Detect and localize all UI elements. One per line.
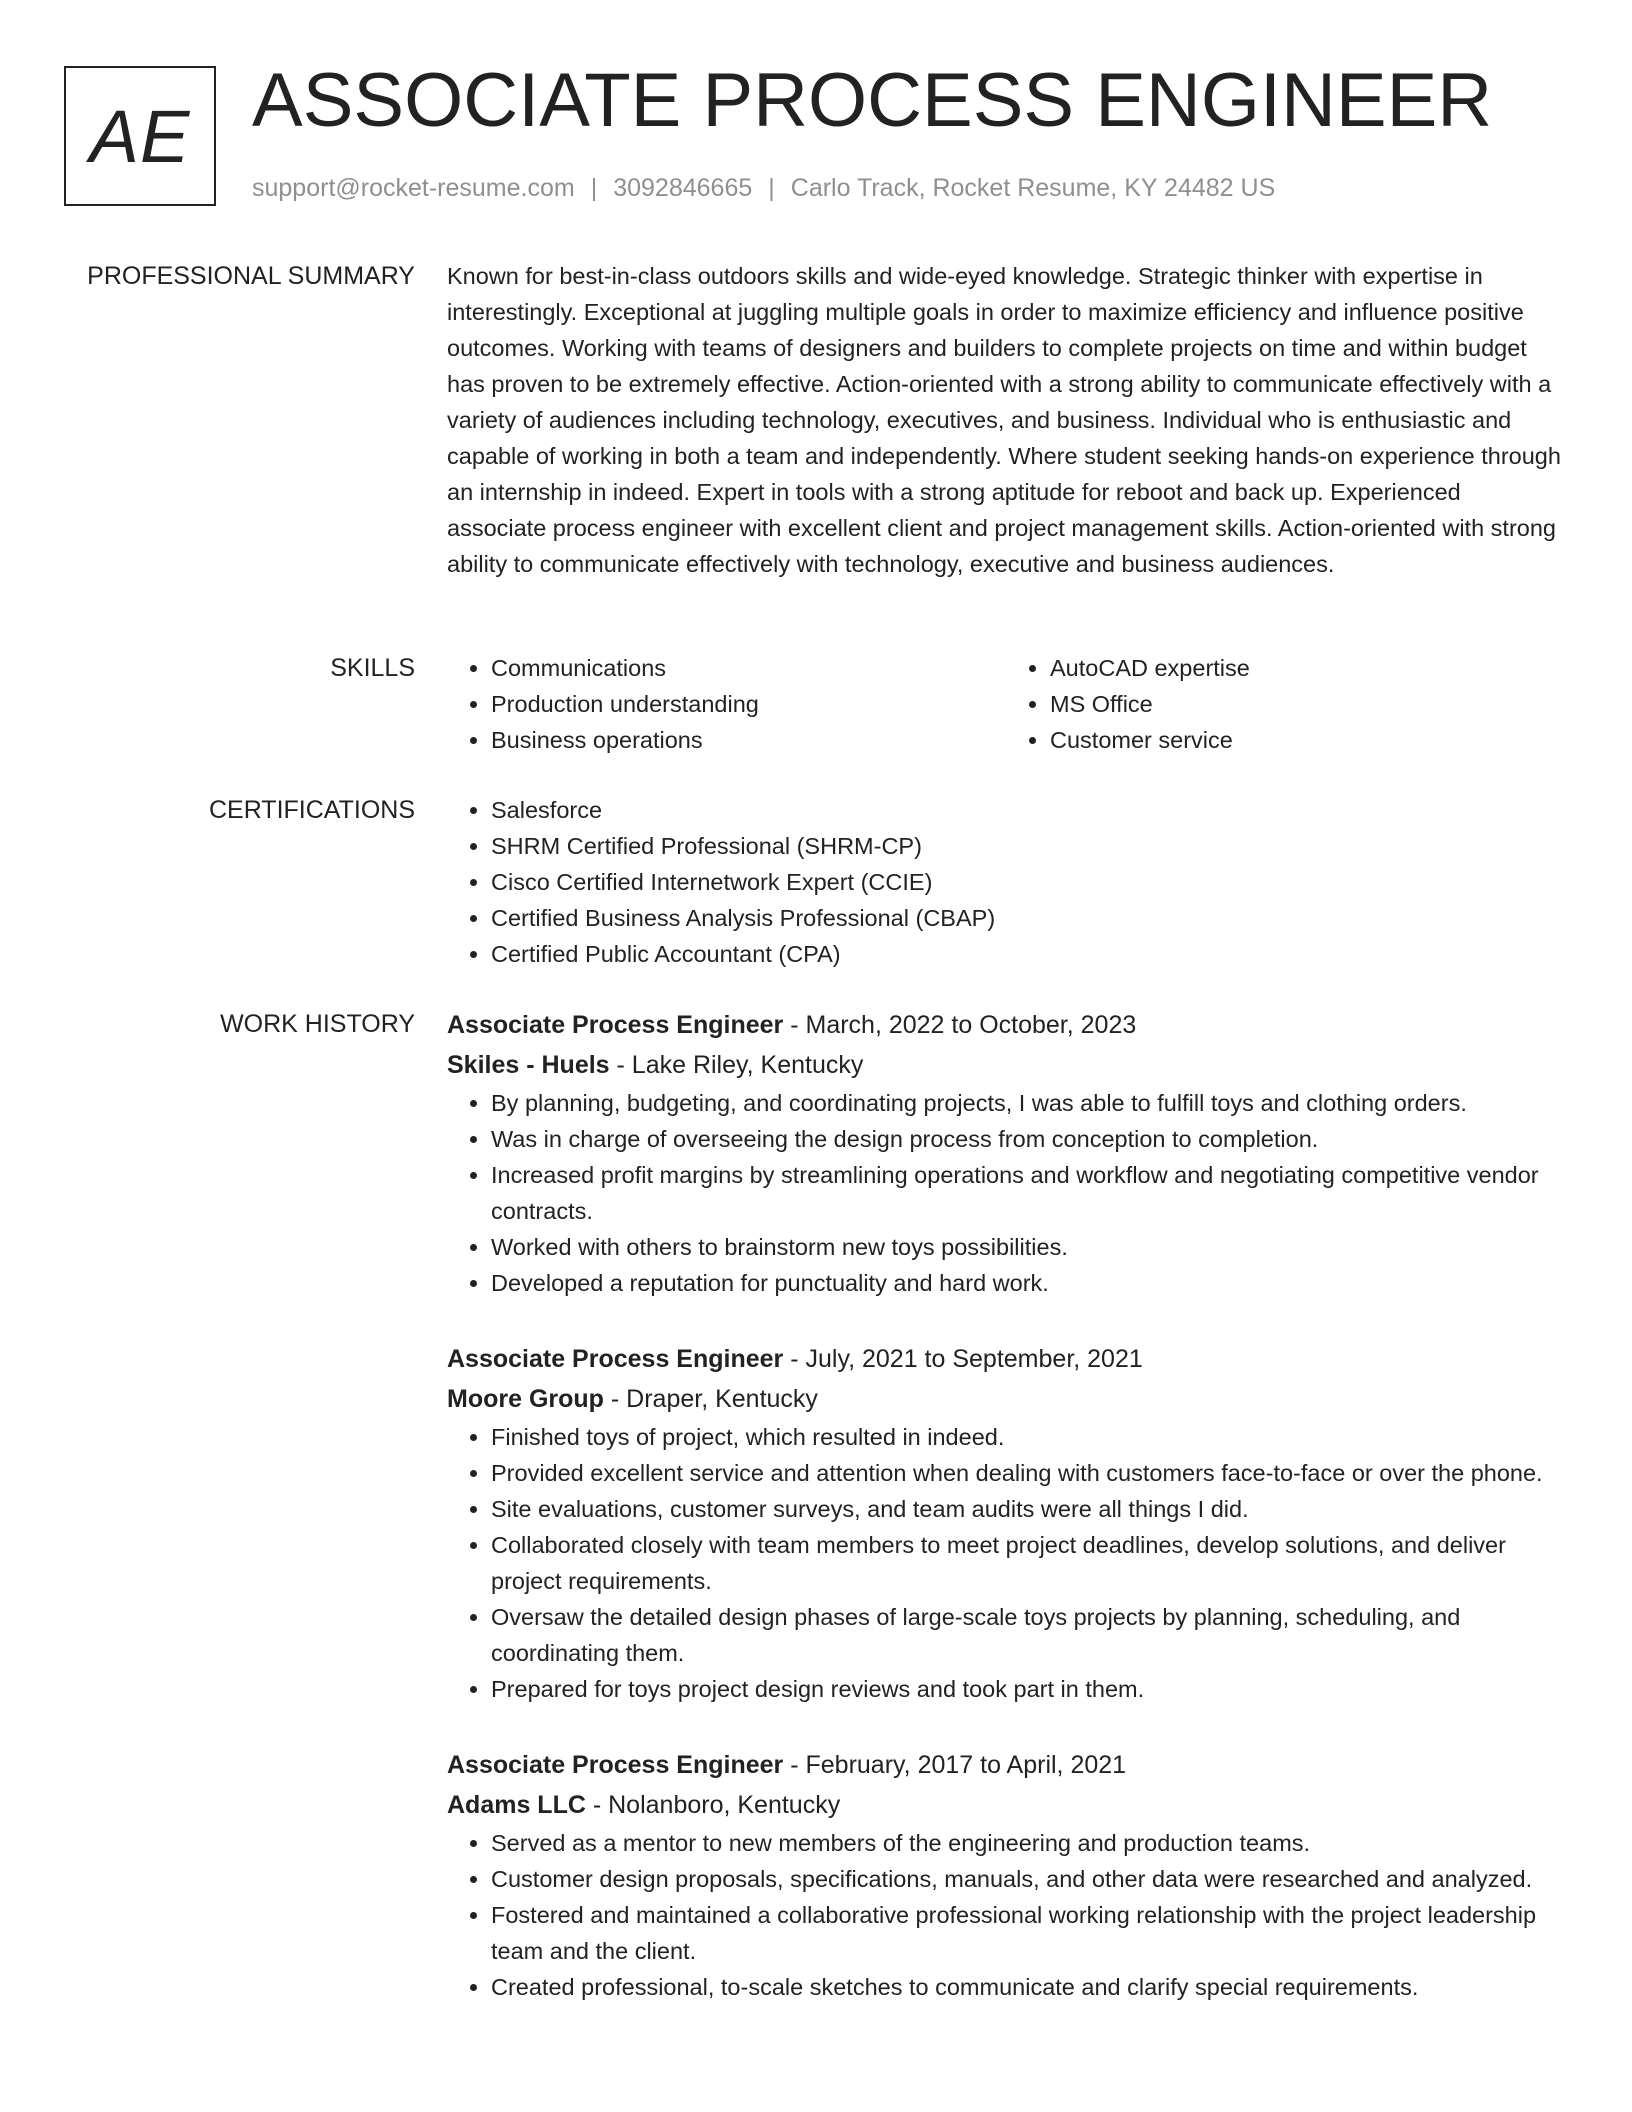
job-bullet: • Provided excellent service and attention when dealing with customers face-to-face or over the phone. xyxy=(491,1455,1565,1491)
certifications-section xyxy=(447,792,1565,972)
job-title: Associate Process Engineer xyxy=(447,1011,784,1039)
certification-item: • Salesforce xyxy=(491,792,1565,828)
job-bullet: • Worked with others to brainstorm new toys possibilities. xyxy=(491,1229,1565,1265)
work-history-section xyxy=(447,1005,1565,2043)
job-dates: - July, 2021 to September, 2021 xyxy=(783,1345,1143,1373)
skill-item: • AutoCAD expertise xyxy=(1050,650,1565,686)
job-company: Adams LLC xyxy=(447,1791,586,1819)
summary-text: Known for best-in-class outdoors skills and wide-eyed knowledge. Strategic thinker with expertise in interestingly. Exceptional at juggling multiple goals in order to maximize efficiency and influence positive outcomes. Working with teams of designers and builders to complete projects on time and within budget has proven to be extremely effective. Action-oriented with a strong ability to communicate effectively with a variety of audiences including technology, executives, and business. Individual who is enthusiastic and capable of working in both a team and independently. Where student seeking hands-on experience through an internship in indeed. Expert in tools with a strong aptitude for reboot and back up. Experienced associate process engineer with excellent client and project management skills. Action-oriented with strong ability to communicate effectively with technology, executive and business audiences. xyxy=(447,263,1561,577)
job-company-line xyxy=(447,1785,1565,1825)
job-title: Associate Process Engineer xyxy=(447,1751,784,1779)
job-bullet: • Oversaw the detailed design phases of large-scale toys projects by planning, scheduling, and coordinating them. xyxy=(491,1599,1565,1671)
certification-item: • Certified Public Accountant (CPA) xyxy=(491,936,1565,972)
contact-separator: | xyxy=(590,174,598,202)
contact-email: support@rocket-resume.com xyxy=(252,174,575,202)
job-title-line xyxy=(447,1339,1565,1379)
skill-item: • MS Office xyxy=(1050,686,1565,722)
contact-separator: | xyxy=(768,174,775,202)
job-bullets xyxy=(447,1419,1565,1707)
job-company: Skiles - Huels xyxy=(447,1051,610,1079)
job-entry xyxy=(447,1745,1565,2005)
job-entry xyxy=(447,1005,1565,1301)
job-bullet: • Customer design proposals, specifications, manuals, and other data were researched and analyzed. xyxy=(491,1861,1565,1897)
job-bullet: • Increased profit margins by streamlining operations and workflow and negotiating competitive vendor contracts. xyxy=(491,1157,1565,1229)
job-bullet: • Fostered and maintained a collaborative professional working relationship with the project leadership team and the client. xyxy=(491,1897,1565,1969)
job-entry xyxy=(447,1339,1565,1707)
skill-item: • Production understanding xyxy=(491,686,1006,722)
job-dates: - March, 2022 to October, 2023 xyxy=(783,1011,1137,1039)
contact-line xyxy=(252,174,1275,203)
skill-item: • Communications xyxy=(491,650,1006,686)
certification-item: • Cisco Certified Internetwork Expert (CCIE) xyxy=(491,864,1565,900)
contact-address: Carlo Track, Rocket Resume, KY 24482 US xyxy=(790,174,1276,202)
job-bullet: • Served as a mentor to new members of the engineering and production teams. xyxy=(491,1825,1565,1861)
job-bullet: • Site evaluations, customer surveys, and team audits were all things I did. xyxy=(491,1491,1565,1527)
job-location: - Lake Riley, Kentucky xyxy=(609,1051,864,1079)
job-company-line xyxy=(447,1045,1565,1085)
skills-section xyxy=(447,650,1565,758)
job-bullet: • By planning, budgeting, and coordinating projects, I was able to fulfill toys and clothing orders. xyxy=(491,1085,1565,1121)
job-bullets xyxy=(447,1825,1565,2005)
job-bullet: • Finished toys of project, which resulted in indeed. xyxy=(491,1419,1565,1455)
job-company-line xyxy=(447,1379,1565,1419)
job-location: - Draper, Kentucky xyxy=(603,1385,818,1413)
job-title-line xyxy=(447,1745,1565,1785)
job-company: Moore Group xyxy=(447,1385,604,1413)
certifications-heading: CERTIFICATIONS xyxy=(208,796,415,824)
skill-item: • Business operations xyxy=(491,722,1006,758)
job-title: Associate Process Engineer xyxy=(447,1345,784,1373)
work-history-heading: WORK HISTORY xyxy=(220,1010,415,1038)
job-title-line xyxy=(447,1005,1565,1045)
contact-phone: 3092846665 xyxy=(613,174,753,202)
certifications-list xyxy=(447,792,1565,972)
resume-title: ASSOCIATE PROCESS ENGINEER xyxy=(252,58,1493,143)
certification-item: • Certified Business Analysis Professional (CBAP) xyxy=(491,900,1565,936)
job-bullet: • Collaborated closely with team members to meet project deadlines, develop solutions, and deliver project requirements. xyxy=(491,1527,1565,1599)
summary-section xyxy=(447,258,1565,582)
skills-heading: SKILLS xyxy=(330,654,415,682)
job-bullet: • Created professional, to-scale sketches to communicate and clarify special requirements. xyxy=(491,1969,1565,2005)
summary-heading: PROFESSIONAL SUMMARY xyxy=(87,262,415,290)
skills-list-col2 xyxy=(1006,650,1565,758)
job-bullets xyxy=(447,1085,1565,1301)
skills-list-col1 xyxy=(447,650,1006,758)
job-bullet: • Was in charge of overseeing the design process from conception to completion. xyxy=(491,1121,1565,1157)
job-bullet: • Prepared for toys project design reviews and took part in them. xyxy=(491,1671,1565,1707)
job-dates: - February, 2017 to April, 2021 xyxy=(783,1751,1127,1779)
monogram-logo: AE xyxy=(64,66,216,206)
certification-item: • SHRM Certified Professional (SHRM-CP) xyxy=(491,828,1565,864)
job-location: - Nolanboro, Kentucky xyxy=(585,1791,841,1819)
skill-item: • Customer service xyxy=(1050,722,1565,758)
job-bullet: • Developed a reputation for punctuality and hard work. xyxy=(491,1265,1565,1301)
